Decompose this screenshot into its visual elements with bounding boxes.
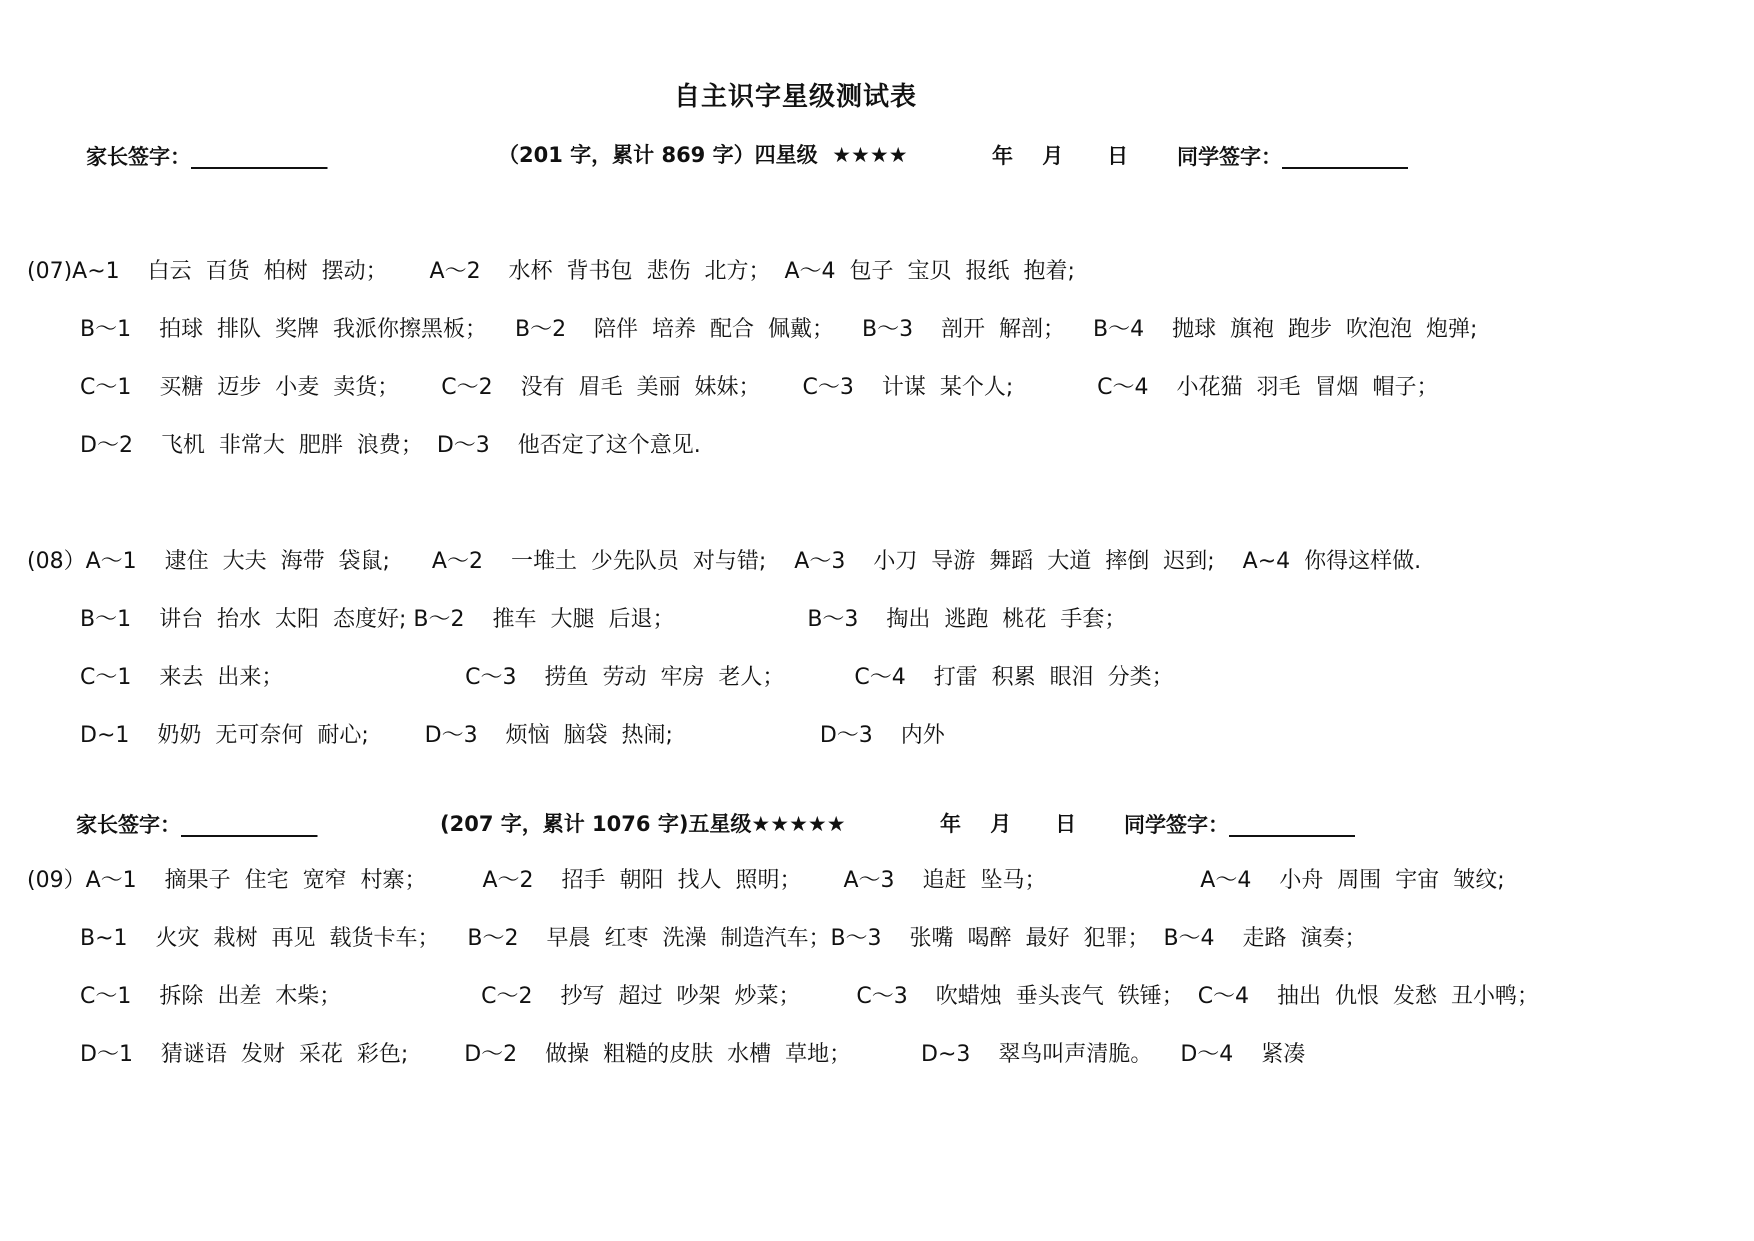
section-09-line-c: C～1 拆除 出差 木柴； C～2 抄写 超过 吵架 炒菜； C～3 吹蜡烛 垂头丧气 铁锤； C～4 抽出 仇恨 发愁 丑小鸭； [80,984,1539,1009]
parent-signature-1: 家长签字：_____________ [86,145,328,169]
section-08-line-d: D~1 奶奶 无可奈何 耐心; D～3 烦恼 脑袋 热闹; D～3 内外 [80,723,945,748]
section-09-line-a: (09）A～1 摘果子 住宅 宽窄 村寨； A～2 招手 朝阳 找人 照明； A～3 追赶 坠马； A～4 小舟 周围 宇宙 皱纹; [27,868,1505,893]
student-signature-1: 同学签字：____________ [1177,145,1408,169]
section-07-line-c: C～1 买糖 迈步 小麦 卖货； C～2 没有 眉毛 美丽 妹妹； C～3 计谋 某个人; C～4 小花猫 羽毛 冒烟 帽子； [80,375,1439,400]
level-info-1: （201 字，累计 869 字）四星级 ★★★★ [498,143,908,167]
section-07-line-a: (07)A~1 白云 百货 柏树 摆动； A～2 水杯 背书包 悲伤 北方； A～4 包子 宝贝 报纸 抱着; [27,259,1075,284]
date-2: 年 月 日 [940,812,1077,836]
parent-signature-2: 家长签字：_____________ [76,813,318,837]
page-title: 自主识字星级测试表 [674,82,918,112]
section-08-line-b: B～1 讲台 抬水 太阳 态度好; B～2 推车 大腿 后退； B～3 掏出 逃跑 桃花 手套； [80,607,1127,632]
section-08-line-a: (08）A～1 逮住 大夫 海带 袋鼠; A～2 一堆土 少先队员 对与错; A～3 小刀 导游 舞蹈 大道 摔倒 迟到; A~4 你得这样做. [27,549,1422,574]
section-09-line-b: B~1 火灾 栽树 再见 载货卡车； B～2 早晨 红枣 洗澡 制造汽车；B～3 张嘴 喝醉 最好 犯罪； B～4 走路 演奏； [80,926,1367,951]
section-08-line-c: C～1 来去 出来； C～3 捞鱼 劳动 牢房 老人； C～4 打雷 积累 眼泪 分类； [80,665,1174,690]
student-signature-2: 同学签字：____________ [1124,813,1355,837]
section-07-line-b: B～1 拍球 排队 奖牌 我派你擦黑板； B～2 陪伴 培养 配合 佩戴； B～3 剖开 解剖； B～4 抛球 旗袍 跑步 吹泡泡 炮弹; [80,317,1478,342]
level-info-2: (207 字，累计 1076 字)五星级★★★★★ [440,812,846,836]
section-07-line-d: D～2 飞机 非常大 肥胖 浪费； D～3 他否定了这个意见. [80,433,701,458]
date-1: 年 月 日 [992,144,1129,168]
section-09-line-d: D～1 猜谜语 发财 采花 彩色; D～2 做操 粗糙的皮肤 水槽 草地； D~3 翠鸟叫声清脆。 D～4 紧凑 [80,1042,1306,1067]
